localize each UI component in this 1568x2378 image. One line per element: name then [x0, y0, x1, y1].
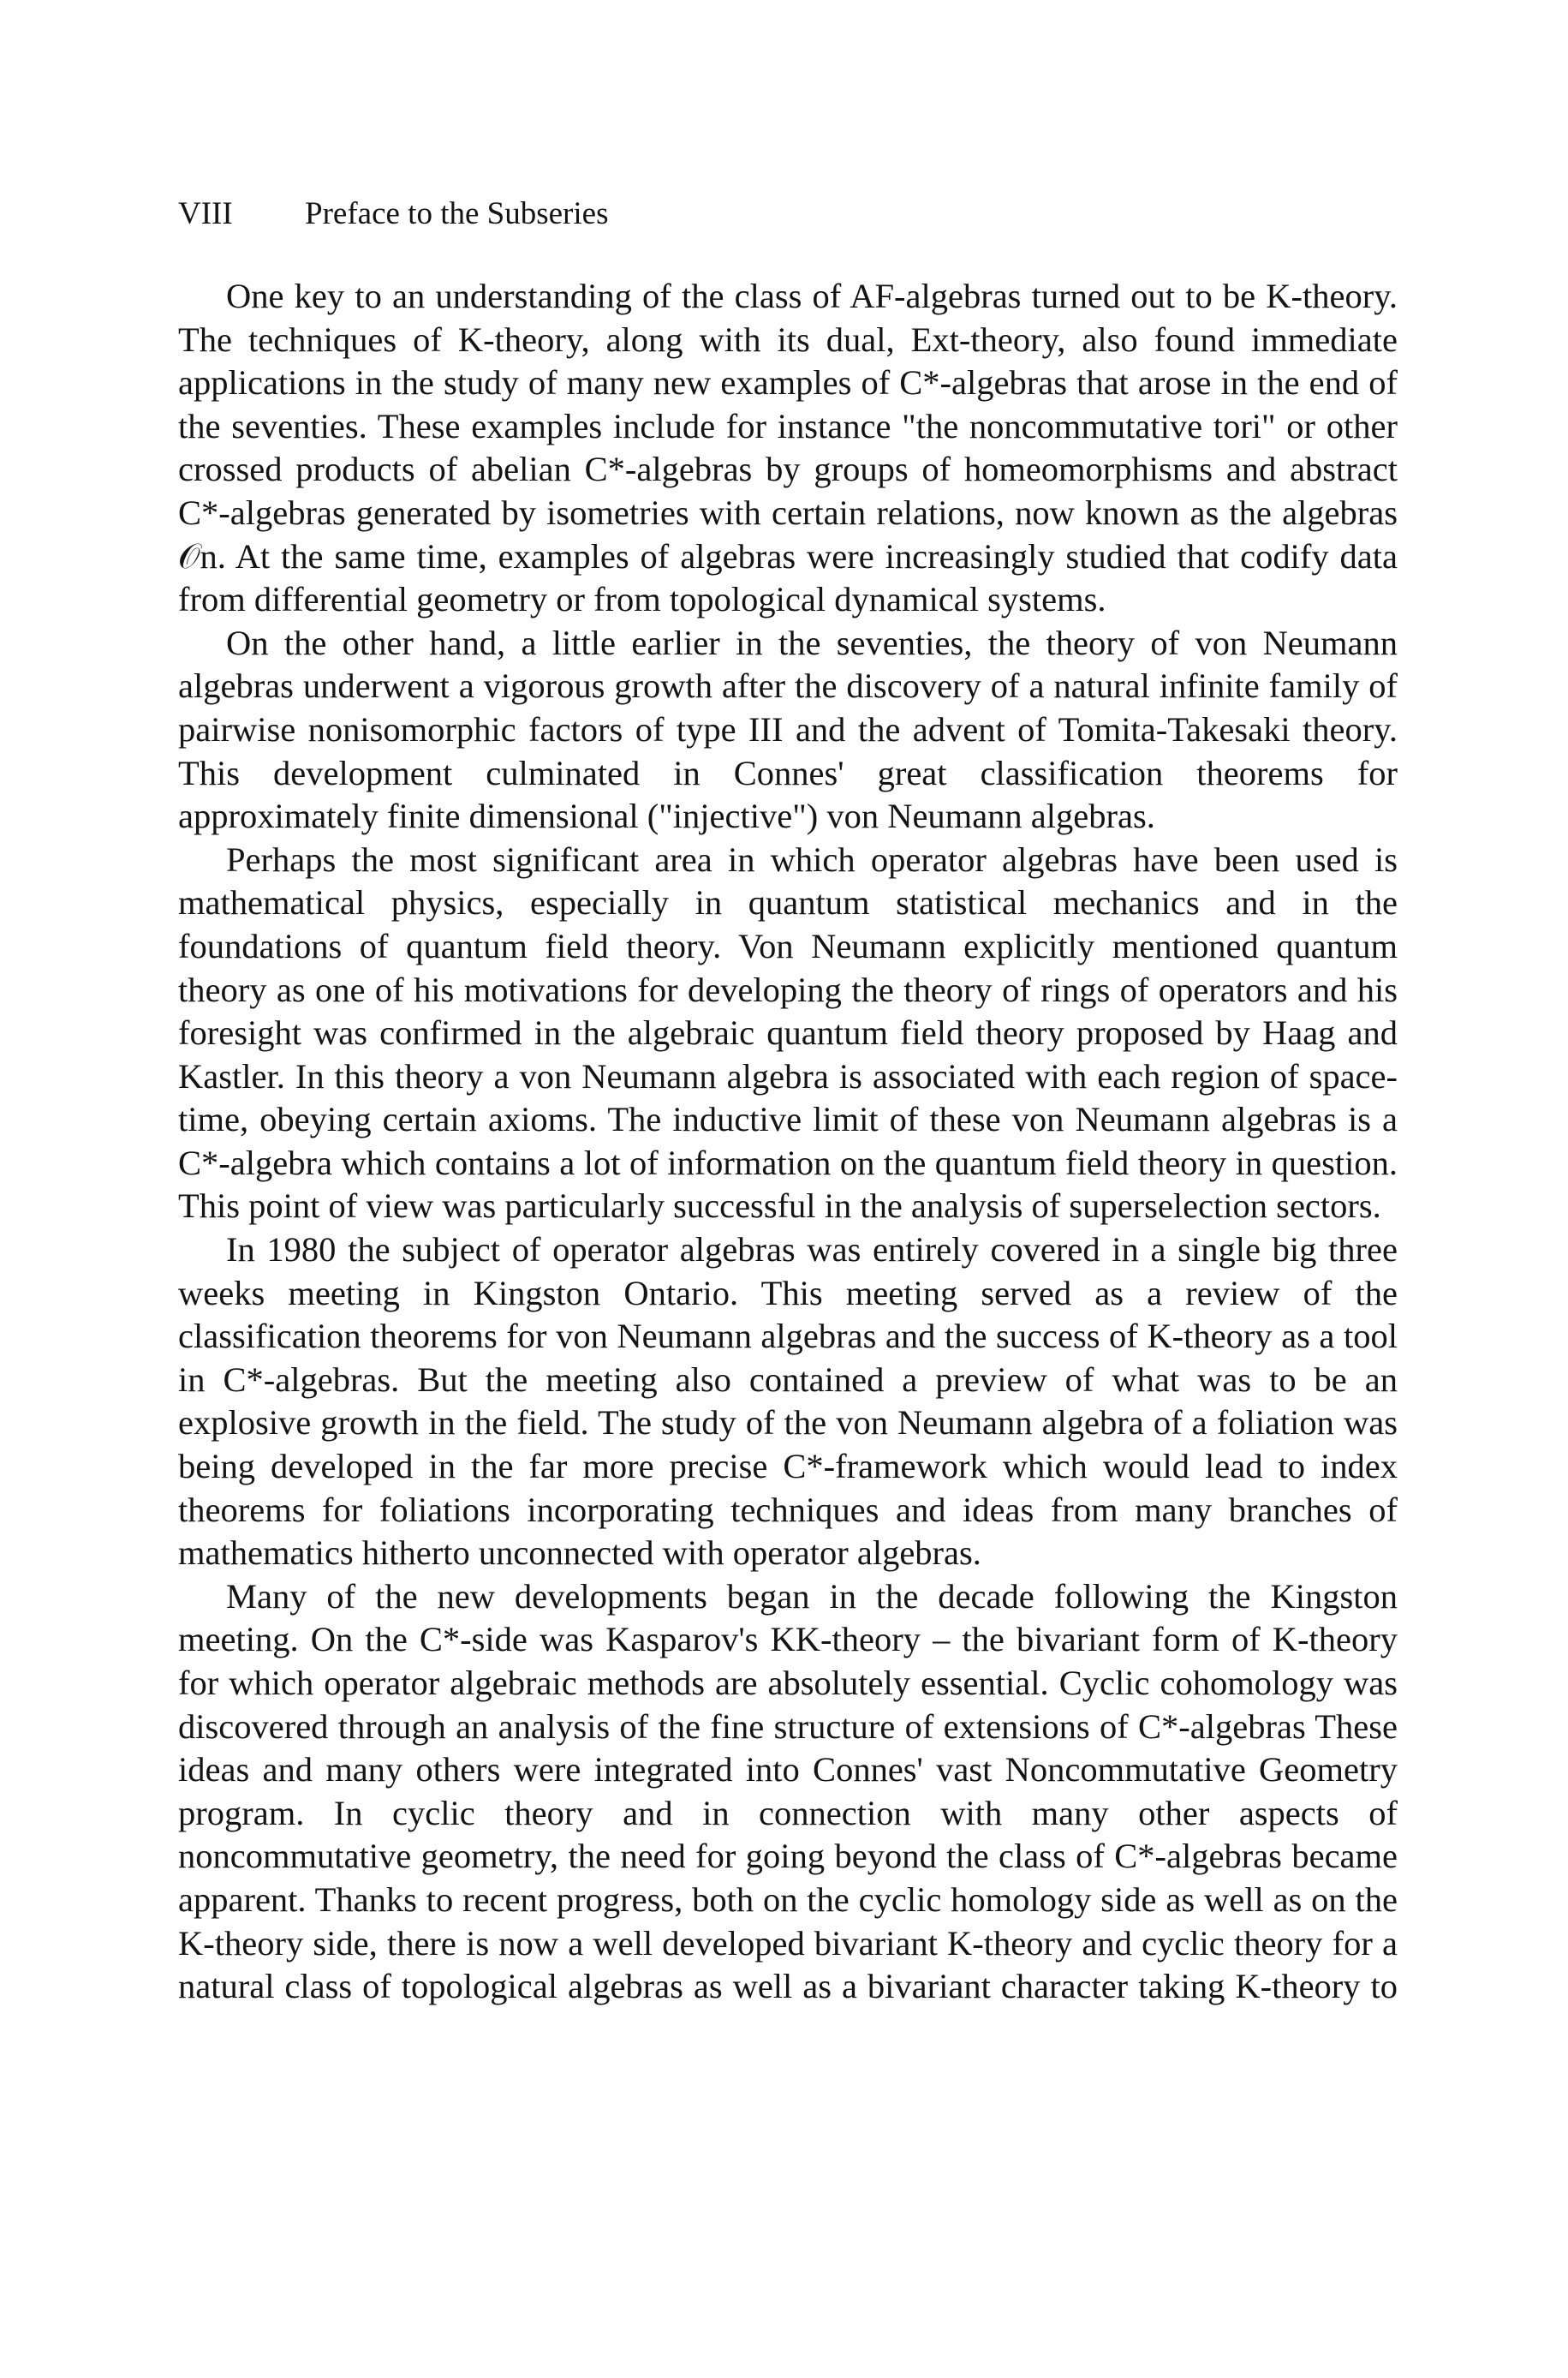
paragraph: Many of the new developments began in the decade following the Kingston meeting. On the C*-side was Kasparov's KK-theory – the bivariant form of K-theory for which operator algebraic methods are absolutely essential. Cyclic cohomology was discovered through an analysis of the fine structure of extensions of C*-algebras These ideas and many others were integrated into Connes' vast Noncommutative Geometry program. In cyclic theory and in connection with many other aspects of noncommutative geometry, the need for going beyond the class of C*-algebras became apparent. Thanks to recent progress, both on the cyclic homology side as well as on the K-theory side, there is now a well developed bivariant K-theory and cyclic theory for a natural class of topological algebras as well as a bivariant character taking K-theory to — [178, 1576, 1398, 2006]
paragraph: Perhaps the most significant area in which operator algebras have been used is mathematical physics, especially in quantum statistical mechanics and in the foundations of quantum field theory. Von Neumann explicitly mentioned quantum theory as one of his motivations for developing the theory of rings of operators and his foresight was confirmed in the algebraic quantum field theory proposed by Haag and Kastler. In this theory a von Neumann algebra is associated with each region of space-time, obeying certain axioms. The inductive limit of these von Neumann algebras is a C*-algebra which contains a lot of information on the quantum field theory in question. This point of view was particularly successful in the analysis of superselection sectors. — [178, 839, 1398, 1226]
running-header — [178, 195, 608, 233]
paragraph: On the other hand, a little earlier in the seventies, the theory of von Neumann algebras underwent a vigorous growth after the discovery of a natural infinite family of pairwise nonisomorphic factors of type III and the advent of Tomita-Takesaki theory. This development culminated in Connes' great classification theorems for approximately finite dimensional ("injective") von Neumann algebras. — [178, 623, 1398, 836]
body-text — [178, 275, 1398, 2009]
running-title: Preface to the Subseries — [305, 196, 609, 231]
page-number: VIII — [178, 196, 233, 231]
paragraph: One key to an understanding of the class of AF-algebras turned out to be K-theory. The techniques of K-theory, along with its dual, Ext-theory, also found immediate applications in the study of many new examples of C*-algebras that arose in the end of the seventies. These examples include for instance "the noncommutative tori" or other crossed products of abelian C*-algebras by groups of homeomorphisms and abstract C*-algebras generated by isometries with certain relations, now known as the algebras 𝒪n. At the same time, examples of algebras were increasingly studied that codify data from differential geometry or from topological dynamical systems. — [178, 277, 1398, 619]
paragraph: In 1980 the subject of operator algebras was entirely covered in a single big three weeks meeting in Kingston Ontario. This meeting served as a review of the classification theorems for von Neumann algebras and the success of K-theory as a tool in C*-algebras. But the meeting also contained a preview of what was to be an explosive growth in the field. The study of the von Neumann algebra of a foliation was being developed in the far more precise C*-framework which would lead to index theorems for foliations incorporating techniques and ideas from many branches of mathematics hitherto unconnected with operator algebras. — [178, 1230, 1398, 1573]
